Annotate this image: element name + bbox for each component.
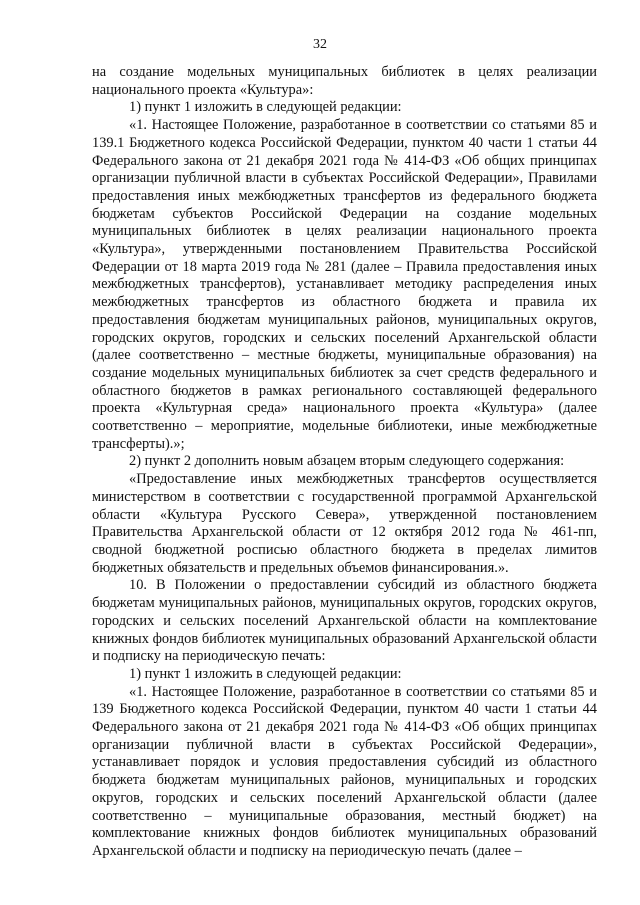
paragraph-item-1-heading: 1) пункт 1 изложить в следующей редакции: [129, 99, 402, 116]
paragraph-section-10: 10. В Положении о предоставлении субсидий из областного бюджета бюджетам муниципальных районов, муниципальных округов, городских округов, городских и сельских поселений Архангельской области на комплектование книжных фондов библиотек муниципальных образований Архангельской области и подписку на периодическую печать: [92, 577, 597, 665]
paragraph-quoted-clause-1: «1. Настоящее Положение, разработанное в соответствии со статьями 85 и 139.1 Бюджетного кодекса Российской Федерации, пунктом 40 части 1 статьи 44 Федерального закона от 21 декабря 2021 года № 414-ФЗ «Об общих принципах организации публичной власти в субъектах Российской Федерации», Правилами предоставления иных межбюджетных трансфертов из федерального бюджета бюджетам субъектов Российской Федерации на создание модельных муниципальных библиотек в целях реализации национального проекта «Культура», утвержденными постановлением Правительства Российской Федерации от 18 марта 2019 года № 281 (далее – Правила предоставления иных межбюджетных трансфертов), устанавливает методику распределения иных межбюджетных трансфертов из областного бюджета и правила их предоставления бюджетам муниципальных районов, муниципальных округов, городских округов, городских и сельских поселений Архангельской области (далее соответственно – местные бюджеты, муниципальные образования) на создание модельных муниципальных библиотек за счет средств федерального и областного бюджетов в рамках регионального составляющей федерального проекта «Культурная среда» национального проекта «Культура» (далее соответственно – мероприятие, модельные библиотеки, иные межбюджетные трансферты).»; [92, 117, 597, 452]
page-number: 32 [313, 37, 327, 52]
paragraph-quoted-clause-3: «1. Настоящее Положение, разработанное в соответствии со статьями 85 и 139 Бюджетного кодекса Российской Федерации, пунктом 40 части 1 статьи 44 Федерального закона от 21 декабря 2021 года № 414-ФЗ «Об общих принципах организации публичной власти в субъектах Российской Федерации», устанавливает порядок и условия предоставления субсидий из областного бюджета бюджетам муниципальных районов, муниципальных и городских округов, городских и сельских поселений Архангельской области (далее соответственно – муниципальные образования, местный бюджет) на комплектование книжных фондов библиотек муниципальных образований Архангельской области и подписку на периодическую печать (далее – [92, 683, 597, 859]
document-body [92, 64, 597, 861]
paragraph-continuation: на создание модельных муниципальных библиотек в целях реализации национального проекта «Культура»: [92, 64, 597, 98]
paragraph-item-2-heading: 2) пункт 2 дополнить новым абзацем вторым следующего содержания: [129, 453, 565, 470]
paragraph-item-1-heading-b: 1) пункт 1 изложить в следующей редакции: [129, 665, 402, 682]
paragraph-quoted-clause-2: «Предоставление иных межбюджетных трансфертов осуществляется министерством в соответствии с государственной программой Архангельской области «Культура Русского Севера», утвержденной постановлением Правительства Архангельской области от 12 октября 2012 года № 461-пп, сводной бюджетной росписью областного бюджета в пределах лимитов бюджетных обязательств и предельных объемов финансирования.». [92, 471, 597, 576]
